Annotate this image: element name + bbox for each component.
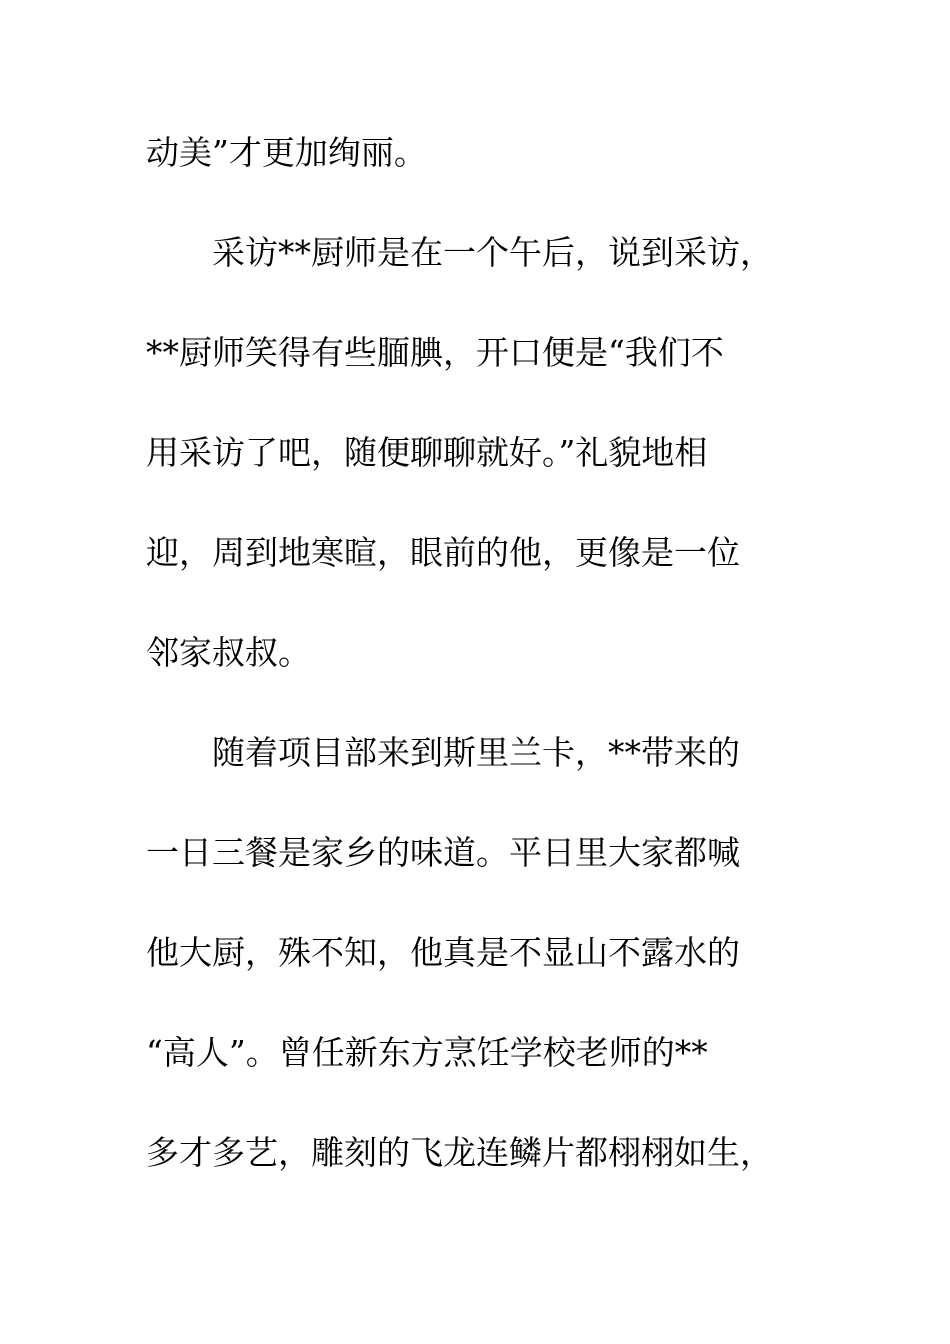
text-line: **厨师笑得有些腼腆，开口便是“我们不 xyxy=(146,333,724,372)
text-line: 一日三餐是家乡的味道。平日里大家都喊 xyxy=(146,833,740,872)
text-line: 邻家叔叔。 xyxy=(146,633,311,672)
text-line: 他大厨，殊不知，他真是不显山不露水的 xyxy=(146,933,740,972)
text-line: 迎，周到地寒暄，眼前的他，更像是一位 xyxy=(146,533,740,572)
text-line: 多才多艺，雕刻的飞龙连鳞片都栩栩如生， xyxy=(146,1133,773,1172)
text-line: “高人”。曾任新东方烹饪学校老师的** xyxy=(146,1033,708,1072)
text-line: 动美”才更加绚丽。 xyxy=(146,133,427,172)
text-line: 随着项目部来到斯里兰卡，**带来的 xyxy=(146,733,740,772)
text-line: 采访**厨师是在一个午后，说到采访， xyxy=(146,233,773,272)
text-line: 用采访了吧，随便聊聊就好。”礼貌地相 xyxy=(146,433,708,472)
